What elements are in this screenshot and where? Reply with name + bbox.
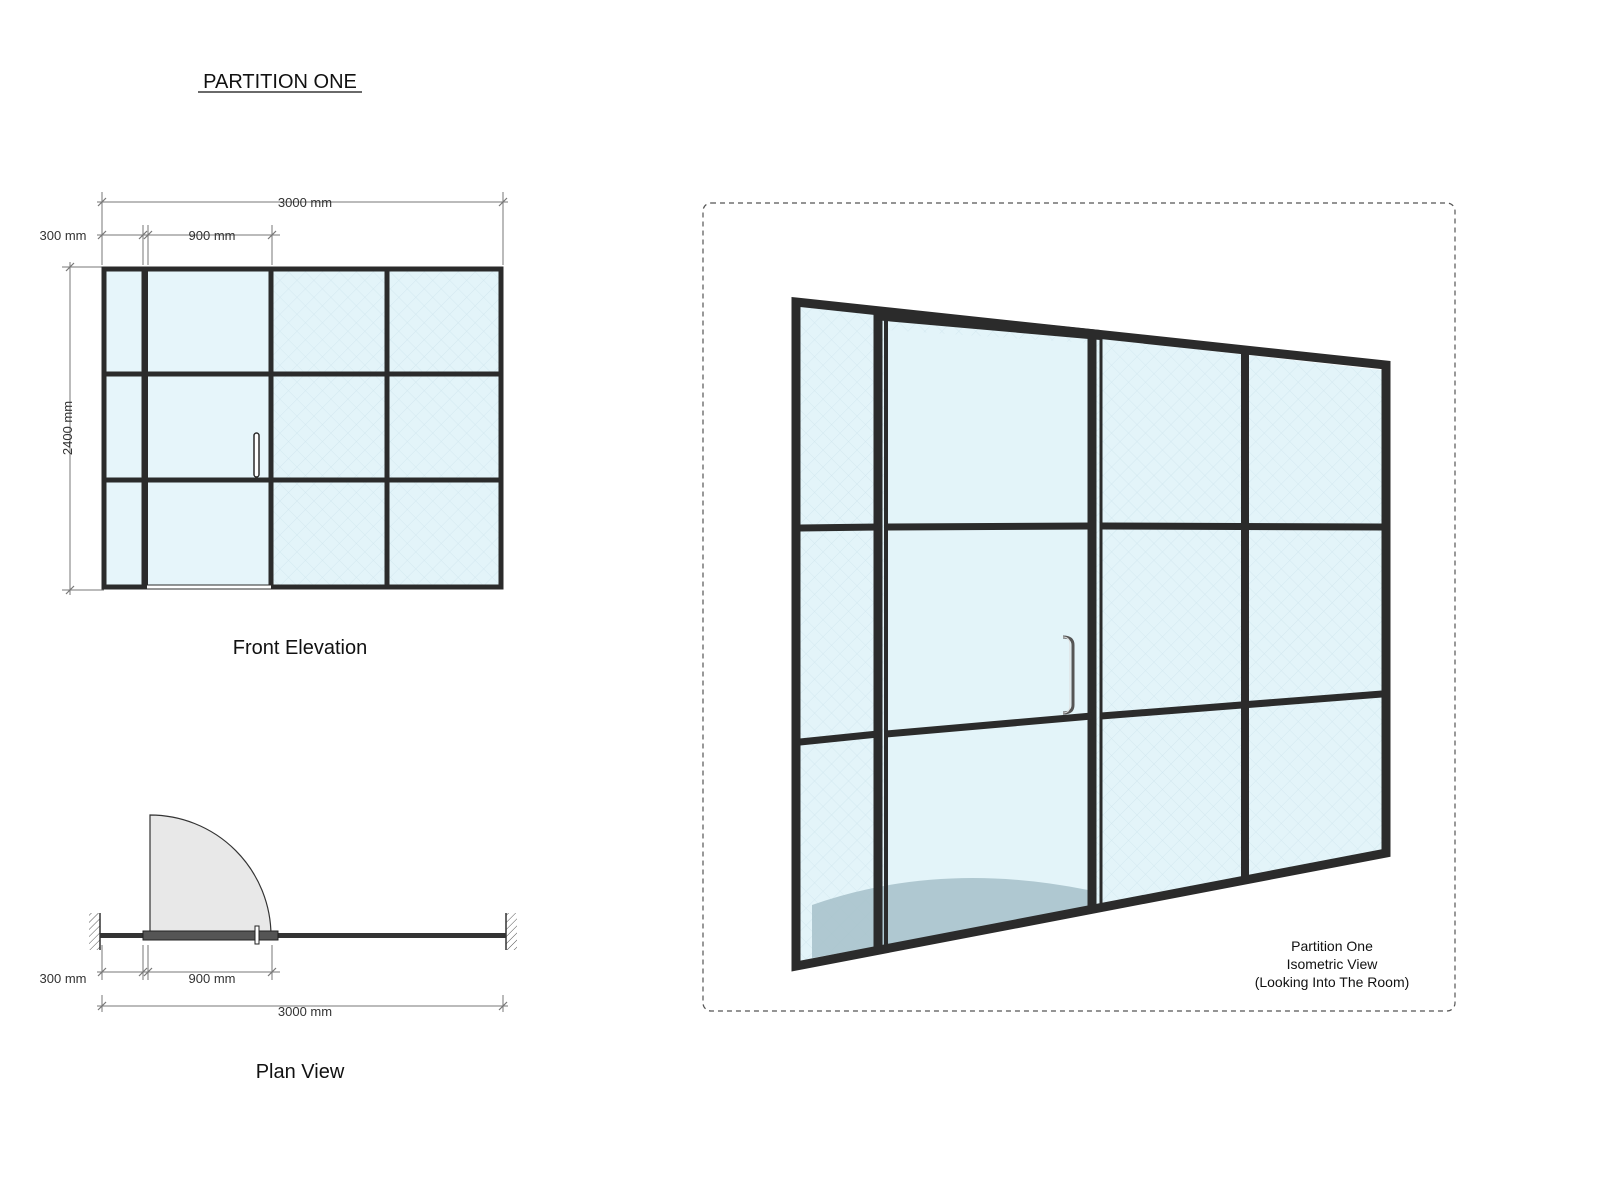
- sidelight-width-dimension: 300 mm: [39, 228, 87, 243]
- plan-door-dimension: 900 mm: [188, 971, 236, 986]
- isometric-view: [703, 203, 1455, 1011]
- isometric-caption-line1: Partition One: [1291, 938, 1373, 954]
- plan-sidelight-dimension: 300 mm: [39, 971, 87, 986]
- isometric-caption-line3: (Looking Into The Room): [1254, 974, 1410, 990]
- height-dimension: 2400 mm: [60, 400, 75, 456]
- front-elevation: [40, 192, 508, 659]
- elevation-door-handle: [254, 433, 259, 477]
- door-swing-arc: [150, 815, 271, 936]
- door-width-dimension: 900 mm: [188, 228, 236, 243]
- plan-view-label: Plan View: [255, 1061, 345, 1083]
- isometric-caption-line2: Isometric View: [1286, 956, 1378, 972]
- page-title: PARTITION ONE: [203, 71, 357, 93]
- plan-overall-dimension: 3000 mm: [277, 1004, 333, 1019]
- right-wall-hatch: [506, 913, 517, 950]
- left-wall-hatch: [89, 913, 100, 950]
- overall-width-dimension: 3000 mm: [277, 195, 333, 210]
- front-elevation-label: Front Elevation: [232, 637, 368, 659]
- plan-view: [40, 815, 517, 1083]
